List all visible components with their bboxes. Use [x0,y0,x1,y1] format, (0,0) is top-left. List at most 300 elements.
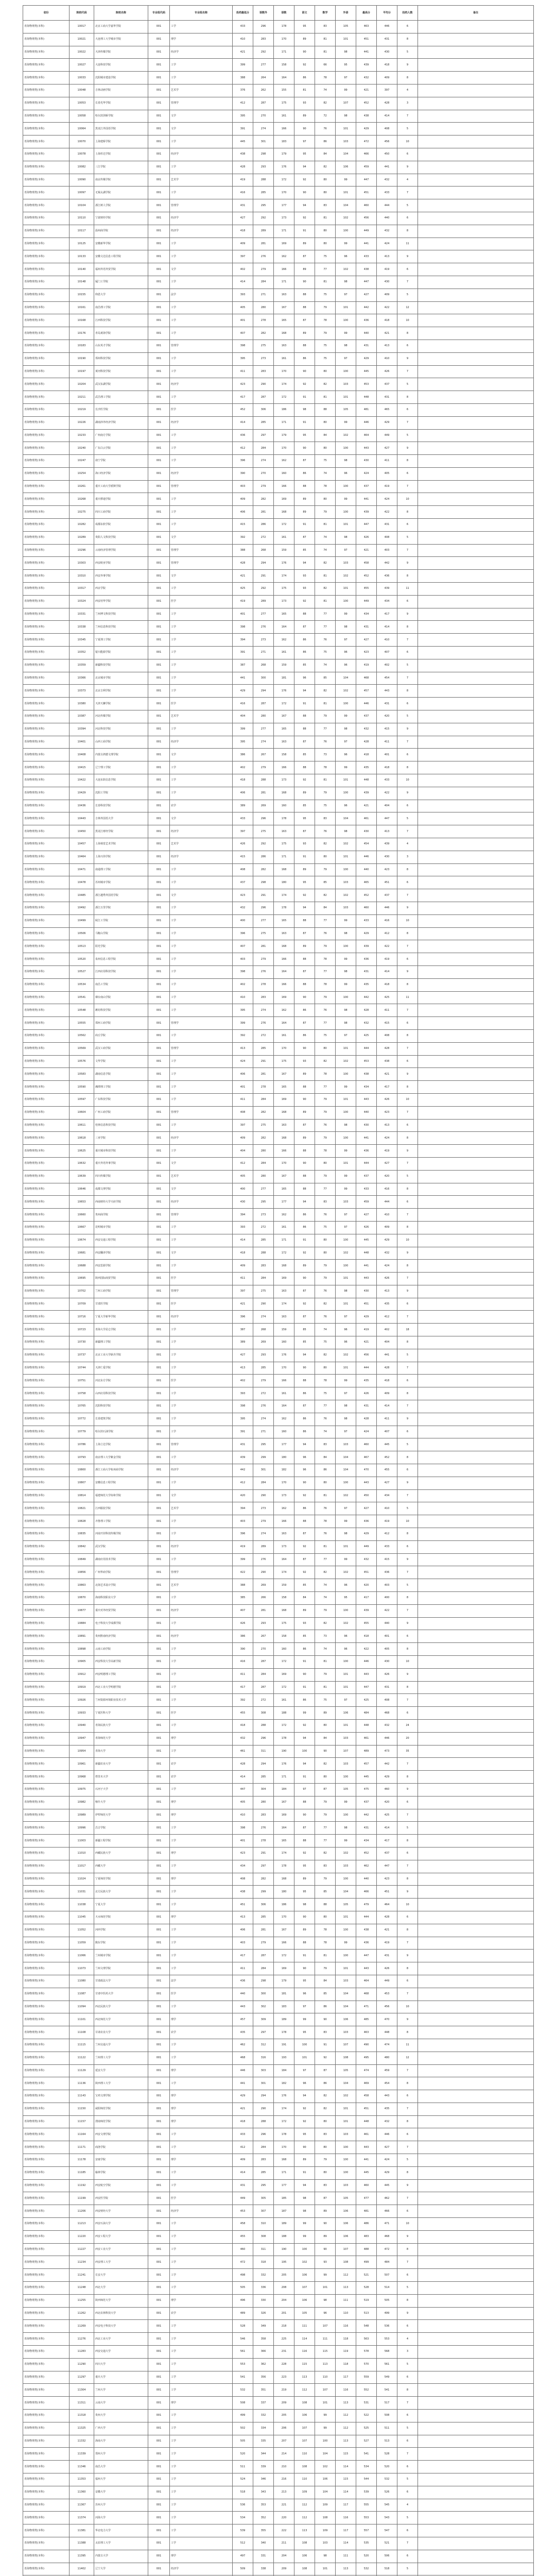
table-cell: 414 [377,1400,397,1413]
table-cell: 郑州大学 [94,2448,148,2461]
table-cell: 402 [377,659,397,672]
table-cell: 理学 [170,2397,233,2410]
table-cell: 6 [397,2205,418,2218]
table-cell: 8 [397,2384,418,2397]
table-cell: 001 [148,1924,170,1937]
table-cell: 102 [336,212,356,225]
table-cell: 100 [294,2039,315,2052]
table-cell: 上海立达学院 [94,1438,148,1451]
table-cell: 5 [397,812,418,825]
table-cell: 工学 [170,978,233,991]
table-cell: 105 [336,2192,356,2205]
table-cell: 工学 [170,455,233,468]
table-cell: 兰州工商学院 [94,1285,148,1298]
table-cell: 119 [336,2346,356,2359]
table-cell: 001 [148,838,170,851]
table-cell: 535 [356,2537,377,2550]
table-cell: 马鞍山学院 [94,927,148,940]
table-cell: 001 [148,634,170,647]
table-cell: 340 [253,2537,274,2550]
table-cell: 436 [233,1975,253,1988]
table-cell: 435 [356,761,377,774]
table-cell [418,2026,534,2039]
table-cell: 24 [397,1719,418,1732]
table-cell: 管理学 [170,1209,233,1222]
table-cell: 7 [397,1566,418,1579]
table-cell: 青海物理类(本科) [23,1298,70,1311]
table-cell: 278 [253,978,274,991]
table-cell: 广州南方学院 [94,429,148,442]
table-cell: 工学 [170,2512,233,2524]
table-cell: 工学 [170,2473,233,2486]
table-row [23,2499,534,2512]
table-row [23,2115,534,2128]
table-cell: 483 [356,2230,377,2243]
table-cell: 11115 [70,2039,94,2052]
table-cell: 工学 [170,250,233,263]
table-cell: 99 [315,2269,336,2282]
table-cell: 444 [356,1911,377,1924]
table-cell: 169 [274,238,294,250]
table-cell: 75 [315,1694,336,1707]
table-cell: 406 [233,787,253,800]
table-cell [418,2346,534,2359]
table-cell: 438 [377,1055,397,1068]
table-cell: 434 [356,1835,377,1848]
table-cell: 工学 [170,940,233,953]
table-cell: 181 [274,1988,294,2001]
table-cell: 471 [356,2001,377,2013]
table-cell: 452 [356,97,377,110]
table-cell: 82 [315,1617,336,1630]
table-cell: 110 [294,2473,315,2486]
table-cell: 296 [253,812,274,825]
table-cell: 001 [148,889,170,902]
table-cell: 94 [294,2179,315,2192]
table-cell: 286 [253,851,274,863]
table-row [23,1809,534,1822]
table-cell: 113 [336,2435,356,2448]
table-cell: 456 [377,2001,397,2013]
table-cell: 青海物理类(本科) [23,416,70,429]
table-cell: 001 [148,685,170,698]
table-cell: 162 [274,1209,294,1222]
table-cell: 工学 [170,72,233,84]
table-cell: 青海物理类(本科) [23,1426,70,1438]
table-cell: 商洛学院 [94,2141,148,2154]
table-cell: 4 [397,2333,418,2346]
table-cell: 443 [377,685,397,698]
table-cell: 274 [253,1413,274,1426]
table-cell: 98 [315,2550,336,2563]
table-cell: 99 [315,2410,336,2422]
table-cell [418,2422,534,2435]
table-cell [418,634,534,647]
table-cell: 171 [274,276,294,289]
table-cell: 426 [377,1093,397,1106]
table-row [23,225,534,238]
table-cell: 工学 [170,429,233,442]
table-cell: 新疆科技学院 [94,659,148,672]
table-cell: 青海物理类(本科) [23,902,70,914]
table-cell: 88 [294,1375,315,1387]
table-cell: 001 [148,327,170,340]
table-cell: 87 [315,2192,336,2205]
table-cell: 青海物理类(本科) [23,1145,70,1158]
table-cell: 98 [336,1400,356,1413]
table-cell: 107 [336,97,356,110]
table-cell: 91 [294,1234,315,1247]
table-cell: 190 [274,2243,294,2256]
table-cell: 001 [148,352,170,365]
table-cell: 86 [294,634,315,647]
table-cell: 10856 [70,1566,94,1579]
table-cell: 428 [356,1413,377,1426]
table-cell: 98 [336,1285,356,1298]
table-cell [418,1196,534,1209]
table-cell: 99 [336,1835,356,1848]
table-cell: 288 [253,174,274,187]
table-cell: 425 [377,1809,397,1822]
table-cell: 工学 [170,583,233,596]
table-cell: 161 [274,1029,294,1042]
table-cell: 82 [315,838,336,851]
table-cell: 北京工商大学嘉华学院 [94,21,148,33]
table-cell: 湘潭理工学院 [94,1081,148,1094]
table-cell: 10 [397,135,418,148]
table-cell [418,1464,534,1477]
table-cell: 418 [233,2115,253,2128]
table-cell: 管理学 [170,1566,233,1579]
table-cell: 316 [253,2052,274,2064]
table-cell: 424 [377,493,397,506]
table-row [23,340,534,352]
table-cell: 7 [397,1758,418,1771]
table-cell: 浙江树人学院 [94,199,148,212]
table-cell: 561 [233,2346,253,2359]
table-row [23,276,534,289]
table-cell: 474 [377,2039,397,2052]
table-cell: 工学 [170,1451,233,1464]
table-cell: 180 [274,876,294,889]
table-cell: 292 [253,46,274,59]
table-cell: 409 [233,2154,253,2167]
table-cell: 101 [336,1362,356,1375]
table-cell: 10723 [70,1324,94,1336]
table-cell: 天津天狮学院 [94,698,148,710]
table-cell: 4 [397,838,418,851]
table-cell: 98 [336,1004,356,1017]
table-cell: 174 [274,1298,294,1311]
table-cell: 青海物理类(本科) [23,2410,70,2422]
table-cell: 100 [336,863,356,876]
table-cell: 279 [253,1937,274,1950]
table-cell: 11094 [70,2001,94,2013]
table-cell [418,2256,534,2269]
table-cell [418,59,534,72]
table-cell: 306 [253,1899,274,1911]
table-row [23,1732,534,1745]
table-cell: 青海物理类(本科) [23,1324,70,1336]
table-row [23,2320,534,2333]
table-cell: 青海物理类(本科) [23,659,70,672]
table-cell: 168 [274,506,294,519]
table-cell: 11283 [70,2346,94,2359]
table-cell: 188 [274,1707,294,1720]
table-cell: 11220 [70,2230,94,2243]
table-cell [418,2141,534,2154]
table-cell: 98 [336,110,356,123]
table-cell: 285 [253,1911,274,1924]
table-cell [418,800,534,812]
table-row [23,314,534,327]
table-cell: 308 [253,1707,274,1720]
table-cell: 77 [315,621,336,634]
table-cell: 169 [274,1809,294,1822]
table-cell: 399 [233,59,253,72]
table-cell: 431 [233,1438,253,1451]
table-cell: 284 [253,1962,274,1975]
table-cell: 87 [294,1017,315,1030]
table-cell [418,1055,534,1068]
table-cell: 90 [294,1273,315,1285]
table-cell: 446 [377,1732,397,1745]
table-cell: 394 [233,634,253,647]
table-cell: 98 [336,723,356,736]
table-cell: 113 [336,2282,356,2295]
table-cell: 91 [294,519,315,532]
table-cell: 10078 [70,148,94,161]
table-cell: 161 [274,531,294,544]
table-cell: 001 [148,1081,170,1094]
table-cell: 296 [253,1732,274,1745]
table-cell: 青海物理类(本科) [23,838,70,851]
column-header: 专业组代码 [148,6,170,21]
table-cell: 天津传媒学院 [94,46,148,59]
table-cell: 江西科技学院 [94,314,148,327]
table-cell: 青海物理类(本科) [23,2230,70,2243]
table-cell: 潍坊科技学院 [94,1004,148,1017]
table-row [23,1336,534,1349]
table-row [23,161,534,174]
table-cell: 10331 [70,608,94,621]
table-cell: 3 [397,2346,418,2359]
table-cell: 444 [356,1042,377,1055]
table-cell: 艺术学 [170,710,233,723]
table-cell: 411 [377,1004,397,1017]
table-cell: 001 [148,1489,170,1502]
table-cell: 459 [356,161,377,174]
table-cell: 青海物理类(本科) [23,531,70,544]
table-cell: 439 [356,787,377,800]
table-cell: 11262 [70,2307,94,2320]
table-cell: 419 [377,1937,397,1950]
table-cell: 工学 [170,2256,233,2269]
table-row [23,1400,534,1413]
table-cell: 397 [233,1119,253,1132]
table-cell: 114 [336,2537,356,2550]
table-cell: 506 [377,2550,397,2563]
table-cell: 174 [274,378,294,391]
table-row [23,812,534,825]
column-header: 备注 [418,6,534,21]
table-cell: 001 [148,698,170,710]
table-cell: 001 [148,276,170,289]
table-row [23,1413,534,1426]
table-cell: 534 [233,2512,253,2524]
table-cell: 医学 [170,403,233,416]
table-row [23,1707,534,1720]
table-cell: 86 [294,1029,315,1042]
table-cell: 6 [397,1119,418,1132]
table-cell: 337 [253,2397,274,2410]
table-cell: 11171 [70,2141,94,2154]
table-cell: 青海物理类(本科) [23,148,70,161]
table-cell: 353 [253,2499,274,2512]
table-row [23,787,534,800]
table-cell: 西安工业大学 [94,2243,148,2256]
table-cell: 苏州大学 [94,2499,148,2512]
table-cell: 10464 [70,851,94,863]
table-cell [418,1630,534,1643]
table-cell: 101 [336,1273,356,1285]
table-cell: 10562 [70,1029,94,1042]
table-cell: 77 [315,965,336,978]
table-row [23,1592,534,1605]
table-cell: 101 [336,1962,356,1975]
table-cell: 436 [356,1145,377,1158]
table-cell: 6 [397,403,418,416]
table-cell: 医学 [170,1375,233,1387]
table-cell: 001 [148,1426,170,1438]
table-row [23,1119,534,1132]
table-cell: 75 [315,1387,336,1400]
table-cell: 172 [274,2115,294,2128]
table-cell: 446 [377,21,397,33]
table-cell: 100 [336,940,356,953]
table-cell: 407 [233,1604,253,1617]
table-cell: 528 [356,2282,377,2295]
table-cell: 407 [377,1426,397,1438]
table-cell: 175 [274,1617,294,1630]
table-cell: 87 [294,1528,315,1541]
table-cell: 163 [274,1285,294,1298]
table-cell: 001 [148,378,170,391]
table-cell: 101 [336,774,356,787]
table-cell [418,2077,534,2090]
table-cell: 001 [148,1042,170,1055]
table-row [23,723,534,736]
table-cell: 经济学 [170,225,233,238]
table-cell: 7 [397,1809,418,1822]
table-cell: 甘肃政法大学 [94,1975,148,1988]
table-cell: 5 [397,2358,418,2371]
table-cell: 570 [356,2358,377,2371]
table-cell: 166 [274,953,294,966]
table-cell: 宁夏医科大学 [94,1707,148,1720]
table-row [23,608,534,621]
table-cell: 10415 [70,761,94,774]
table-cell: 445 [377,1438,397,1451]
table-cell: 青海物理类(本科) [23,2435,70,2448]
table-cell: 80 [315,416,336,429]
table-cell: 100 [294,1745,315,1758]
table-cell: 辽宁理工学院 [94,761,148,774]
table-cell: 85 [315,672,336,685]
table-cell: 97 [294,2064,315,2077]
table-cell: 101 [336,1668,356,1681]
table-cell: 284 [253,1477,274,1489]
table-cell: 80 [315,1247,336,1260]
table-cell [418,493,534,506]
table-cell: 青海物理类(本科) [23,2307,70,2320]
table-cell: 77 [315,1835,336,1848]
table-cell: 96 [294,1451,315,1464]
table-cell: 青海物理类(本科) [23,467,70,480]
table-cell: 103 [336,1975,356,1988]
table-cell: 78 [315,1145,336,1158]
table-cell: 10779 [70,1426,94,1438]
table-cell: 96 [336,1630,356,1643]
table-cell: 青海物理类(本科) [23,698,70,710]
table-cell: 10492 [70,902,94,914]
table-cell: 001 [148,1464,170,1477]
table-cell: 423 [233,1847,253,1860]
table-cell: 6 [397,1464,418,1477]
table-cell: 工学 [170,1515,233,1528]
table-cell: 450 [377,148,397,161]
table-cell: 10499 [70,914,94,927]
table-cell: 甘肃中医药大学 [94,1988,148,2001]
table-cell: 386 [233,749,253,761]
table-cell: 284 [253,1668,274,1681]
table-cell: 390 [233,467,253,480]
table-cell: 462 [233,2039,253,2052]
table-cell: 5 [397,1502,418,1515]
table-cell: 96 [336,467,356,480]
table-cell: 6 [397,2435,418,2448]
table-row [23,1656,534,1669]
table-cell: 85 [294,1324,315,1336]
table-cell: 10 [397,1656,418,1669]
table-cell: 272 [253,1221,274,1234]
table-cell: 工学 [170,2333,233,2346]
table-cell: 98 [294,2192,315,2205]
table-cell: 172 [274,1247,294,1260]
table-cell: 101 [336,583,356,596]
table-cell: 512 [233,2537,253,2550]
table-cell: 276 [253,1553,274,1566]
table-cell: 001 [148,1349,170,1362]
table-cell: 414 [233,1771,253,1784]
table-cell: 403 [377,544,397,557]
table-cell [418,2320,534,2333]
table-cell: 94 [294,161,315,174]
table-cell: 428 [356,1004,377,1017]
table-cell: 11269 [70,2320,94,2333]
table-cell: 8 [397,1873,418,1886]
table-cell: 工学 [170,1426,233,1438]
table-cell: 414 [377,110,397,123]
table-cell: 97 [336,1311,356,1324]
table-cell: 10254 [70,467,94,480]
table-cell: 艺术学 [170,1502,233,1515]
table-cell: 81 [315,212,336,225]
table-cell: 394 [233,1209,253,1222]
table-cell: 10898 [70,1643,94,1656]
table-cell: 94 [294,1196,315,1209]
table-cell: 重庆移通学院 [94,493,148,506]
